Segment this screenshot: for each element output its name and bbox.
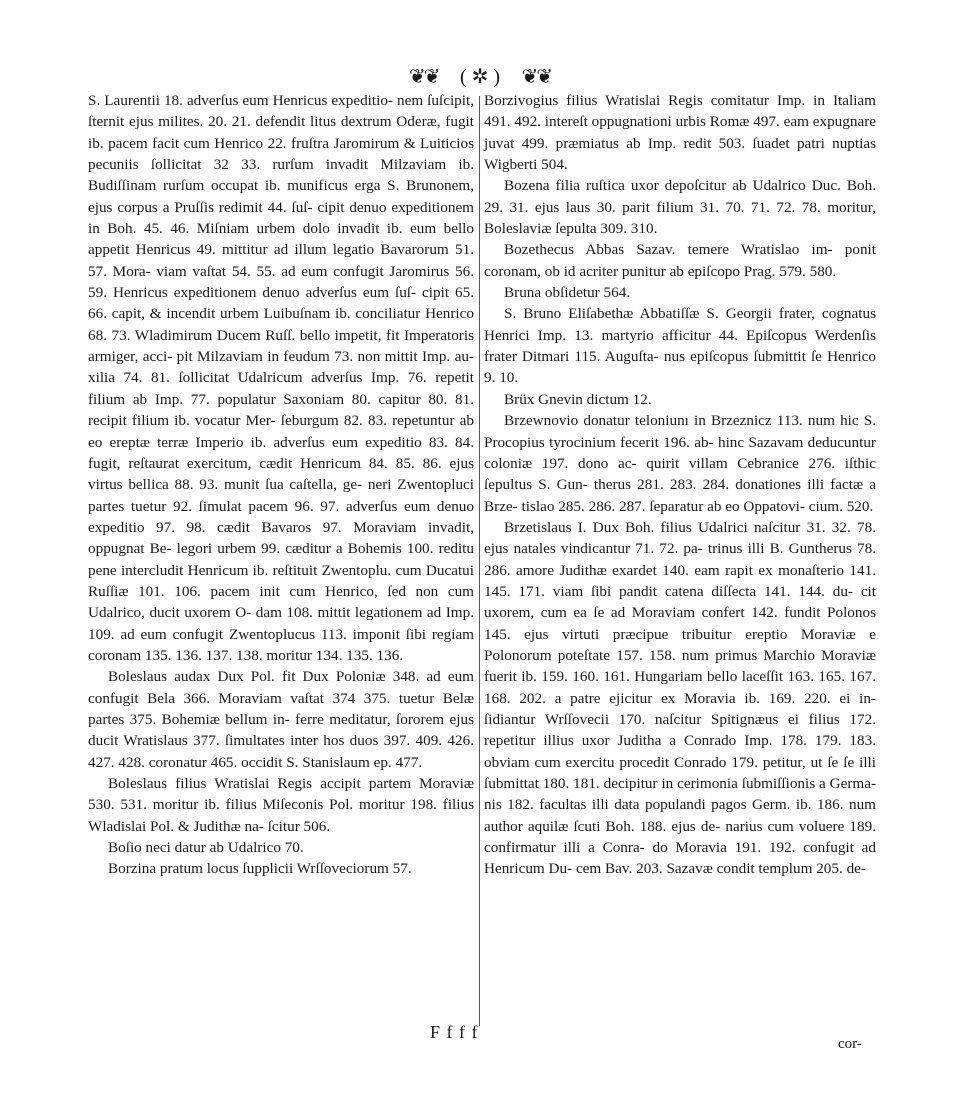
index-entry: Boſio neci datur ab Udalrico 70.	[108, 839, 304, 857]
index-entry: Brzetislaus I. Dux Boh. filius Udalrici naſcitur 31. 32. 78. ejus natales vindicantur 71. 72. pa- trinus illi B. Guntherus 78. 286. amore Judithæ exardet 140. eam rapit ex monaſterio 141. 145. 171. viam ſibi pandit catena diſſecta 141. 144. du- cit uxorem, cum ea ſe ad Moraviam confert 142. fundit Polonos 145. ejus virtuti præcipue tribuitur ereptio Moraviæ e Polonorum poteſtate 157. 158. num primus Marchio Moraviæ fuerit ib. 159. 160. 161. Hungariam bello laceſſit 163. 165. 167. 168. 202. a patre ejicitur ex Moravia ib. 169. 220. ei in- ſidiantur Wrſſovecii 170. naſcitur Spitignæus ei filius 172. repetitur illius uxor Juditha a Conrado Imp. 178. 179. 183. obviam cum exercitu procedit Conrado 179. petitur, ut ſe ſe illi ſubmittat 180. 181. decipitur in cerimonia ſubmiſſionis a Germa- nis 182. facultas illi data populandi pagos Germ. ib. 186. num author aquilæ ſcuti Boh. 188. ejus de- narius cum voluere 189. confirmatur illi a Conra- do Moravia 191. 192. confugit ad Henricum Du- cem Bav. 203. Sazavæ condit templum 205. de-	[484, 518, 876, 878]
index-entry: Bozena filia ruſtica uxor depoſcitur ab Udalrico Duc. Boh. 29. 31. ejus laus 30. parit filium 31. 70. 71. 72. 78. moritur, Boleslaviæ ſepulta 309. 310.	[484, 177, 876, 238]
index-entry: Boleslaus filius Wratislai Regis accipit partem Moraviæ 530. 531. moritur ib. filius Miſeconis Pol. moritur 198. filius Wladislai Pol. & Judithæ na- ſcitur 506.	[88, 775, 474, 835]
index-column-left	[88, 90, 474, 880]
page-header	[0, 62, 960, 90]
index-entry: Bruna obſidetur 564.	[504, 284, 631, 302]
index-entry: S. Laurentii 18. adverſus eum Henricus expeditio- nem ſuſcipit, ſternit ejus milites. 20. 21. defendit litus dextrum Oderæ, fugit ib. pacem facit cum Henrico 22. fruſtra Jaromirum & Luiticios pecuniis ſollicitat 32 33. rurſum invadit Milzaviam ib. Budiſſinam rurſum occupat ib. munificus erga S. Brunonem, ejus corpus a Pruſſis redimit 44. ſuſ- cipit denuo expeditionem in Boh. 45. 46. Miſniam urbem dolo invadit ib. eum bello appetit Henricus 49. mittitur ad illum legatio Bavarorum 51. 57. Mora- viam vaſtat 54. 55. ad eum confugit Jaromirus 56. 59. Henricus expeditionem denuo adverſus eum ſuſ- cipit 65. 66. capit, & incendit urbem Luibuſnam ib. conciliatur Henrico 68. 73. Wladimirum Ducem Ruſſ. bello impetit, fit Imperatoris armiger, acci- pit Milzaviam in feudum 73. non mittit Imp. au- xilia 74. 81. ſollicitat Udalricum adverſus Imp. 76. repetit filium ab Imp. 77. populatur Saxoniam 80. capitur 80. 81. recipit filium ib. vocatur Mer- ſeburgum 82. 83. repetuntur ab eo ereptæ terræ Imperio ib. adverſus eum expeditio 83. 84. fugit, reſtaurat exercitum, cædit Henricum 84. 85. 86. ejus virtus bellica 88. 93. munit ſua caſtella, ge- neri Zwentopluci partes tuetur 92. ſimulat pacem 96. 97. adverſus eum denuo expeditio 97. 98. cædit Bavaros 97. Moraviam invadit, oppugnat Be- legori urbem 99. cæditur a Bohemis 100. reditu pene intercludit Henricum ib. reſtituit Zwentoplu. cum Ducatui Ruſſiæ 101. 106. pacem init cum Henrico, ſed non cum Udalrico, ducit uxorem O- dam 108. mittit legationem ad Imp. 109. ad eum confugit Zwentoplucus 113. imponit ſibi regiam coronam 135. 136. 137. 138. moritur 134. 135. 136.	[88, 92, 474, 664]
index-entry: Boleslaus audax Dux Pol. fit Dux Poloniæ 348. ad eum confugit Bela 366. Moraviam vaſtat 374 375. tuetur Belæ partes 375. Bohemiæ bellum in- ferre meditatur, ſororem ejus ducit Wratislaus 377. ſimultates inter hos duos 397. 409. 426. 427. 428. coronatur 465. occidit S. Stanislaum ep. 477.	[88, 668, 474, 771]
index-entry: Borzivogius filius Wratislai Regis comitatur Imp. in Italiam 491. 492. intereſt oppugnationi urbis Romæ 497. eam expugnare juvat 499. præmiatus ab Imp. redit 503. ſuadet patri nuptias Wigberti 504.	[484, 92, 876, 174]
index-entry: Borzina pratum locus ſupplicii Wrſſoveciorum 57.	[108, 860, 412, 878]
index-column-right	[484, 90, 876, 880]
signature-mark: F f f f	[430, 1022, 479, 1042]
page-mark: ( ✲ )	[459, 66, 501, 89]
ornament-left-icon: ❦❦	[408, 66, 439, 89]
index-entry: Brzewnovio donatur teloniunı in Brzeznicz 113. num hic S. Procopius tyrocinium fecerit 196. ab- hinc Sazavam deducuntur coloniæ 197. dono ac- quirit villam Cebranice 276. iſthic ſepultus S. Gun- therus 281. 283. 284. donationes illi factæ a Brze- tislao 285. 286. 287. ſeparatur ab eo Oppatovi- cium. 520.	[484, 412, 876, 515]
ornament-right-icon: ❦❦	[521, 66, 552, 89]
index-entry: Brüx Gnevin dictum 12.	[504, 390, 652, 408]
catchword: cor-	[838, 1036, 862, 1052]
index-entry: S. Bruno Eliſabethæ Abbatiſſæ S. Georgii frater, cognatus Henrici Imp. 13. martyrio afficitur 44. Epiſcopus Werdenſis frater Ditmari 115. Auguſta- nus epiſcopus ſubmittit ſe Henrico 9. 10.	[484, 305, 876, 387]
index-entry: Bozethecus Abbas Sazav. temere Wratislao im- ponit coronam, ob id acriter punitur ab epiſcopo Prag. 579. 580.	[484, 241, 876, 280]
column-divider	[479, 96, 480, 1026]
